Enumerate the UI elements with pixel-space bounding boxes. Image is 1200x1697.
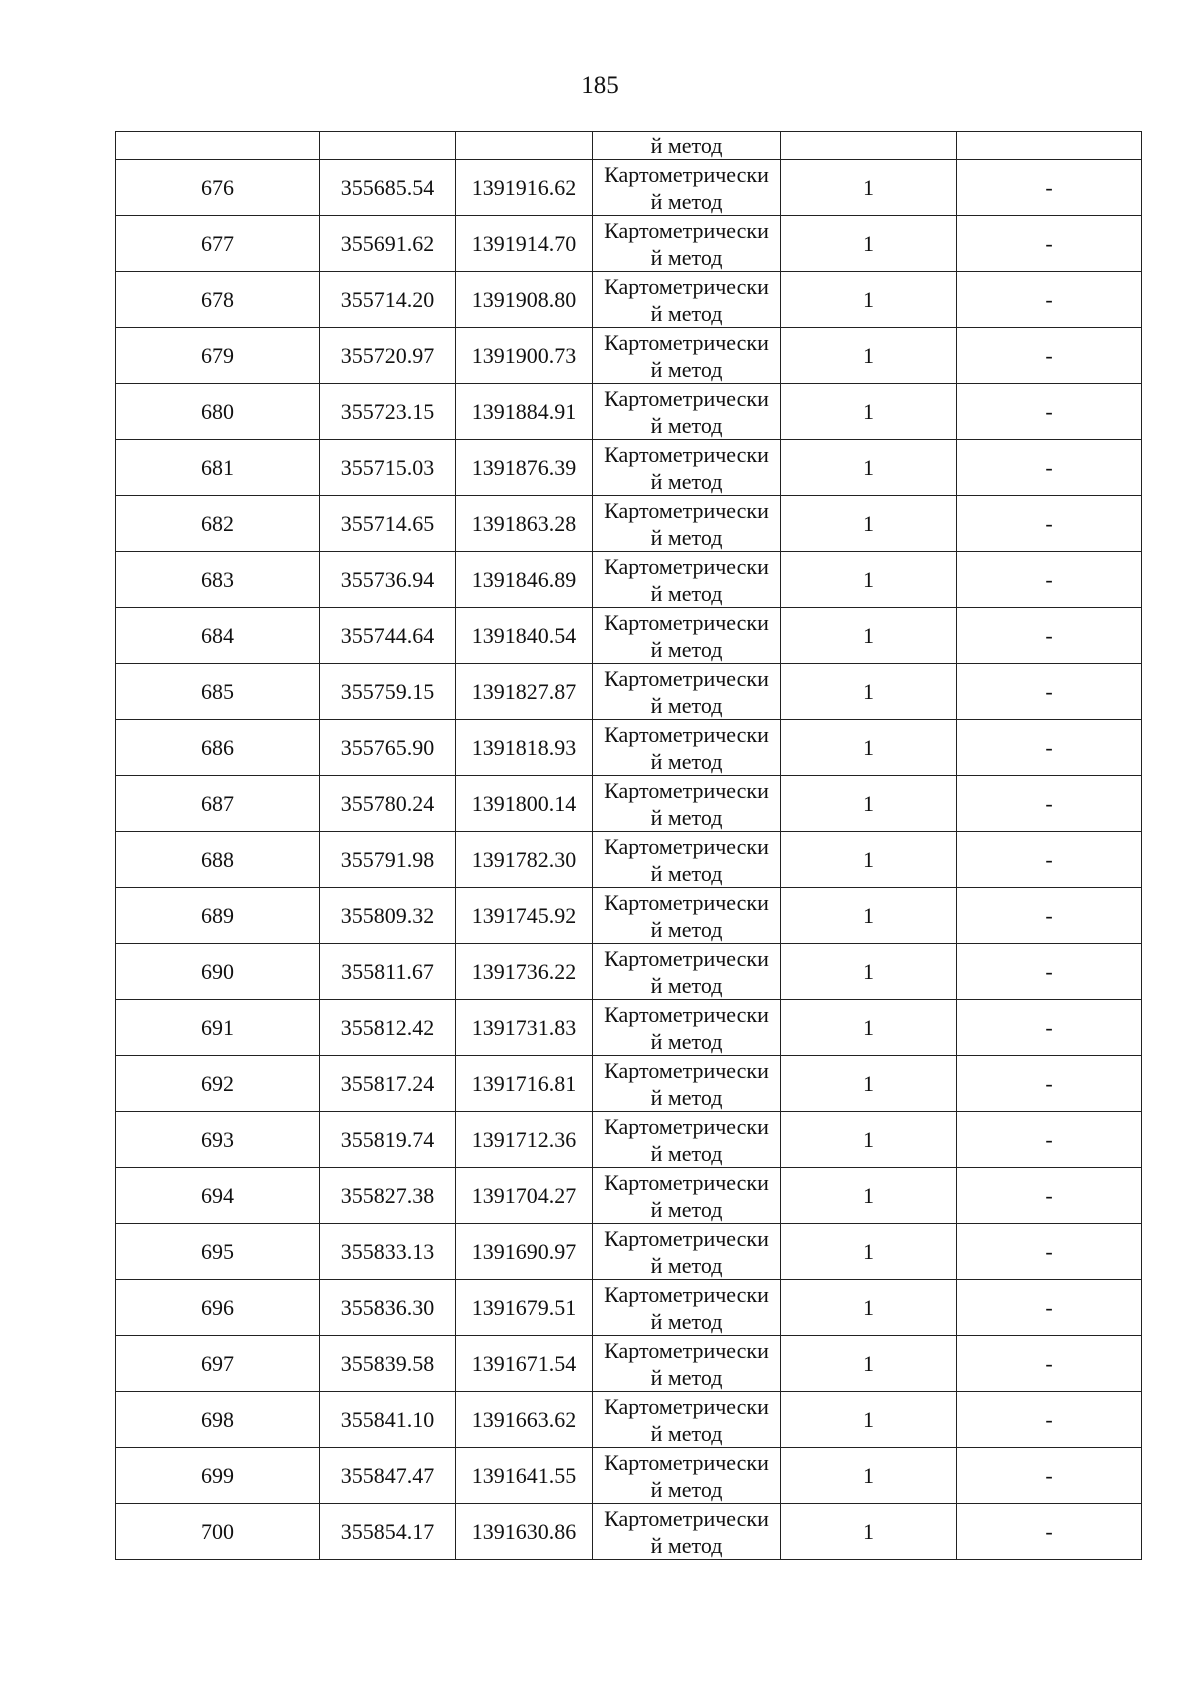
- cell-note: -: [957, 440, 1142, 496]
- cell-point-number: 690: [116, 944, 320, 1000]
- cell-note: -: [957, 1168, 1142, 1224]
- cell-note: -: [957, 664, 1142, 720]
- table-row: [116, 328, 1142, 384]
- cell-method: [593, 1280, 781, 1336]
- cell-y: 1391716.81: [456, 1056, 593, 1112]
- cell-x: 355833.13: [320, 1224, 456, 1280]
- cell-method: [593, 1056, 781, 1112]
- cell-point-number: 682: [116, 496, 320, 552]
- method-line-2: й метод: [650, 1532, 723, 1558]
- method-line-2: й метод: [650, 580, 723, 606]
- method-line-1: Картометрически: [604, 1449, 769, 1475]
- table-row: [116, 888, 1142, 944]
- cell-note: -: [957, 1056, 1142, 1112]
- method-line-1: Картометрически: [604, 1393, 769, 1419]
- method-line-2: й метод: [650, 1084, 723, 1110]
- method-line-2: й метод: [650, 1364, 723, 1390]
- cell-accuracy: 1: [781, 1000, 957, 1056]
- cell-note: -: [957, 776, 1142, 832]
- method-line-1: Картометрически: [604, 161, 769, 187]
- table-row: [116, 1448, 1142, 1504]
- cell-x: 355723.15: [320, 384, 456, 440]
- cell-note: -: [957, 384, 1142, 440]
- cell-x: 355819.74: [320, 1112, 456, 1168]
- cell-note: -: [957, 1280, 1142, 1336]
- cell-accuracy: 1: [781, 1392, 957, 1448]
- cell-y: 1391863.28: [456, 496, 593, 552]
- cell-accuracy: 1: [781, 664, 957, 720]
- cell-point-number: 679: [116, 328, 320, 384]
- cell-x: 355854.17: [320, 1504, 456, 1560]
- table-row: [116, 664, 1142, 720]
- cell-x: [320, 132, 456, 160]
- cell-method: [593, 664, 781, 720]
- method-line-1: Картометрически: [604, 385, 769, 411]
- cell-accuracy: 1: [781, 552, 957, 608]
- table-row: [116, 1000, 1142, 1056]
- cell-y: 1391900.73: [456, 328, 593, 384]
- cell-x: 355715.03: [320, 440, 456, 496]
- cell-accuracy: 1: [781, 328, 957, 384]
- cell-accuracy: 1: [781, 1448, 957, 1504]
- method-line-1: Картометрически: [604, 1001, 769, 1027]
- cell-y: 1391731.83: [456, 1000, 593, 1056]
- cell-point-number: 687: [116, 776, 320, 832]
- method-line-1: Картометрически: [604, 553, 769, 579]
- cell-method: [593, 160, 781, 216]
- table-row: [116, 1168, 1142, 1224]
- cell-method: [593, 1336, 781, 1392]
- method-line-2: й метод: [650, 356, 723, 382]
- cell-note: -: [957, 216, 1142, 272]
- method-line-1: Картометрически: [604, 889, 769, 915]
- cell-y: 1391818.93: [456, 720, 593, 776]
- cell-point-number: 683: [116, 552, 320, 608]
- cell-x: 355817.24: [320, 1056, 456, 1112]
- method-line-1: Картометрически: [604, 1281, 769, 1307]
- cell-x: 355841.10: [320, 1392, 456, 1448]
- method-line-1: Картометрически: [604, 945, 769, 971]
- method-line-1: Картометрически: [604, 721, 769, 747]
- method-line-2: й метод: [650, 1476, 723, 1502]
- cell-accuracy: 1: [781, 944, 957, 1000]
- cell-note: -: [957, 608, 1142, 664]
- cell-method: [593, 216, 781, 272]
- cell-method: [593, 1448, 781, 1504]
- method-line-1: Картометрически: [604, 441, 769, 467]
- method-line-1: Картометрически: [604, 777, 769, 803]
- cell-accuracy: 1: [781, 776, 957, 832]
- cell-accuracy: 1: [781, 720, 957, 776]
- cell-x: 355685.54: [320, 160, 456, 216]
- cell-y: 1391630.86: [456, 1504, 593, 1560]
- cell-note: -: [957, 1392, 1142, 1448]
- table-row: [116, 440, 1142, 496]
- cell-y: 1391827.87: [456, 664, 593, 720]
- method-line-1: Картометрически: [604, 833, 769, 859]
- cell-method: [593, 384, 781, 440]
- cell-x: 355780.24: [320, 776, 456, 832]
- cell-y: 1391916.62: [456, 160, 593, 216]
- cell-point-number: 689: [116, 888, 320, 944]
- cell-y: 1391663.62: [456, 1392, 593, 1448]
- table-row: [116, 832, 1142, 888]
- method-line-1: Картометрически: [604, 609, 769, 635]
- cell-y: 1391840.54: [456, 608, 593, 664]
- table-row: [116, 944, 1142, 1000]
- cell-note: -: [957, 496, 1142, 552]
- cell-point-number: 692: [116, 1056, 320, 1112]
- method-line-2: й метод: [650, 524, 723, 550]
- cell-method: [593, 944, 781, 1000]
- cell-method: [593, 1504, 781, 1560]
- cell-x: 355736.94: [320, 552, 456, 608]
- cell-accuracy: 1: [781, 216, 957, 272]
- cell-point-number: 696: [116, 1280, 320, 1336]
- cell-point-number: 677: [116, 216, 320, 272]
- cell-point-number: 699: [116, 1448, 320, 1504]
- method-line-2: й метод: [650, 636, 723, 662]
- cell-accuracy: 1: [781, 160, 957, 216]
- method-line-2: й метод: [650, 1308, 723, 1334]
- method-line-1: Картометрически: [604, 497, 769, 523]
- cell-method: [593, 832, 781, 888]
- cell-point-number: [116, 132, 320, 160]
- cell-accuracy: 1: [781, 1056, 957, 1112]
- table-row: [116, 1280, 1142, 1336]
- cell-method: [593, 1392, 781, 1448]
- cell-point-number: 693: [116, 1112, 320, 1168]
- cell-accuracy: 1: [781, 1280, 957, 1336]
- cell-note: -: [957, 272, 1142, 328]
- cell-point-number: 681: [116, 440, 320, 496]
- cell-method: [593, 1000, 781, 1056]
- method-line-2: й метод: [650, 188, 723, 214]
- cell-y: 1391884.91: [456, 384, 593, 440]
- cell-x: 355812.42: [320, 1000, 456, 1056]
- cell-point-number: 685: [116, 664, 320, 720]
- table-row: [116, 272, 1142, 328]
- table-row: [116, 608, 1142, 664]
- table-row: [116, 160, 1142, 216]
- method-line-1: Картометрически: [604, 665, 769, 691]
- cell-note: -: [957, 328, 1142, 384]
- method-line-2: й метод: [650, 692, 723, 718]
- method-line-2: й метод: [650, 244, 723, 270]
- cell-y: 1391712.36: [456, 1112, 593, 1168]
- table-row: [116, 216, 1142, 272]
- cell-point-number: 691: [116, 1000, 320, 1056]
- cell-accuracy: 1: [781, 608, 957, 664]
- cell-method: [593, 328, 781, 384]
- cell-accuracy: 1: [781, 1168, 957, 1224]
- cell-x: 355827.38: [320, 1168, 456, 1224]
- table-row: [116, 1224, 1142, 1280]
- cell-y: 1391641.55: [456, 1448, 593, 1504]
- cell-point-number: 698: [116, 1392, 320, 1448]
- table-row: [116, 552, 1142, 608]
- method-line-2: й метод: [650, 1196, 723, 1222]
- cell-x: 355714.20: [320, 272, 456, 328]
- coordinates-table: [115, 131, 1142, 1560]
- cell-method: [593, 776, 781, 832]
- method-line-2: й метод: [650, 468, 723, 494]
- cell-accuracy: 1: [781, 384, 957, 440]
- table-row: [116, 1336, 1142, 1392]
- table-row: [116, 1504, 1142, 1560]
- method-line-1: Картометрически: [604, 1057, 769, 1083]
- method-line-2: й метод: [650, 804, 723, 830]
- cell-note: -: [957, 1336, 1142, 1392]
- cell-point-number: 688: [116, 832, 320, 888]
- cell-x: 355809.32: [320, 888, 456, 944]
- cell-note: -: [957, 1000, 1142, 1056]
- cell-note: -: [957, 1504, 1142, 1560]
- method-line-1: Картометрически: [604, 1225, 769, 1251]
- method-line-1: Картометрически: [604, 329, 769, 355]
- cell-method: [593, 552, 781, 608]
- cell-x: 355839.58: [320, 1336, 456, 1392]
- cell-note: -: [957, 160, 1142, 216]
- cell-method: [593, 888, 781, 944]
- cell-y: 1391679.51: [456, 1280, 593, 1336]
- cell-y: 1391846.89: [456, 552, 593, 608]
- cell-y: 1391800.14: [456, 776, 593, 832]
- method-line-1: Картометрически: [604, 1169, 769, 1195]
- method-line-2: й метод: [650, 1140, 723, 1166]
- cell-x: 355759.15: [320, 664, 456, 720]
- cell-y: 1391745.92: [456, 888, 593, 944]
- cell-point-number: 686: [116, 720, 320, 776]
- cell-point-number: 678: [116, 272, 320, 328]
- table-row: [116, 496, 1142, 552]
- method-line-1: Картометрически: [604, 273, 769, 299]
- cell-x: 355791.98: [320, 832, 456, 888]
- method-line-2: й метод: [650, 1028, 723, 1054]
- method-line-1: Картометрически: [604, 217, 769, 243]
- cell-y: 1391914.70: [456, 216, 593, 272]
- page-number: 185: [581, 72, 619, 99]
- method-line-2: й метод: [650, 300, 723, 326]
- cell-method: [593, 440, 781, 496]
- cell-method: [593, 1168, 781, 1224]
- cell-point-number: 697: [116, 1336, 320, 1392]
- cell-x: 355691.62: [320, 216, 456, 272]
- cell-point-number: 680: [116, 384, 320, 440]
- method-line-2: й метод: [650, 1252, 723, 1278]
- cell-y: 1391690.97: [456, 1224, 593, 1280]
- method-line-2: й метод: [650, 412, 723, 438]
- cell-accuracy: 1: [781, 832, 957, 888]
- cell-y: 1391704.27: [456, 1168, 593, 1224]
- cell-accuracy: 1: [781, 496, 957, 552]
- cell-y: 1391782.30: [456, 832, 593, 888]
- method-line-2: й метод: [650, 860, 723, 886]
- cell-accuracy: [781, 132, 957, 160]
- cell-method: [593, 496, 781, 552]
- cell-accuracy: 1: [781, 1336, 957, 1392]
- table-row: [116, 1392, 1142, 1448]
- cell-method: [593, 1112, 781, 1168]
- cell-x: 355836.30: [320, 1280, 456, 1336]
- table-row: [116, 776, 1142, 832]
- method-line-1: Картометрически: [604, 1337, 769, 1363]
- table-body: [116, 132, 1142, 1560]
- cell-point-number: 676: [116, 160, 320, 216]
- cell-point-number: 700: [116, 1504, 320, 1560]
- cell-note: -: [957, 1448, 1142, 1504]
- method-line-2: й метод: [650, 916, 723, 942]
- cell-method: й метод: [593, 132, 781, 160]
- cell-method: [593, 608, 781, 664]
- cell-y: 1391876.39: [456, 440, 593, 496]
- cell-accuracy: 1: [781, 272, 957, 328]
- method-line-2: й метод: [650, 972, 723, 998]
- cell-note: -: [957, 888, 1142, 944]
- cell-x: 355720.97: [320, 328, 456, 384]
- cell-point-number: 684: [116, 608, 320, 664]
- table-row: [116, 1112, 1142, 1168]
- table-row: [116, 384, 1142, 440]
- cell-accuracy: 1: [781, 1112, 957, 1168]
- cell-method: [593, 720, 781, 776]
- cell-point-number: 695: [116, 1224, 320, 1280]
- cell-accuracy: 1: [781, 888, 957, 944]
- method-line-1: Картометрически: [604, 1113, 769, 1139]
- cell-note: -: [957, 1224, 1142, 1280]
- cell-x: 355765.90: [320, 720, 456, 776]
- cell-accuracy: 1: [781, 440, 957, 496]
- cell-note: -: [957, 720, 1142, 776]
- cell-note: -: [957, 832, 1142, 888]
- table-row: [116, 1056, 1142, 1112]
- cell-point-number: 694: [116, 1168, 320, 1224]
- cell-y: 1391908.80: [456, 272, 593, 328]
- cell-accuracy: 1: [781, 1504, 957, 1560]
- cell-x: 355714.65: [320, 496, 456, 552]
- cell-note: -: [957, 1112, 1142, 1168]
- cell-method: [593, 1224, 781, 1280]
- table-row-continuation: [116, 132, 1142, 160]
- cell-note: [957, 132, 1142, 160]
- cell-method: [593, 272, 781, 328]
- method-line-2: й метод: [650, 1420, 723, 1446]
- cell-y: 1391671.54: [456, 1336, 593, 1392]
- cell-x: 355811.67: [320, 944, 456, 1000]
- cell-note: -: [957, 944, 1142, 1000]
- cell-note: -: [957, 552, 1142, 608]
- method-line-1: Картометрически: [604, 1505, 769, 1531]
- cell-x: 355744.64: [320, 608, 456, 664]
- cell-y: 1391736.22: [456, 944, 593, 1000]
- table-row: [116, 720, 1142, 776]
- cell-x: 355847.47: [320, 1448, 456, 1504]
- cell-accuracy: 1: [781, 1224, 957, 1280]
- method-line-2: й метод: [650, 748, 723, 774]
- cell-y: [456, 132, 593, 160]
